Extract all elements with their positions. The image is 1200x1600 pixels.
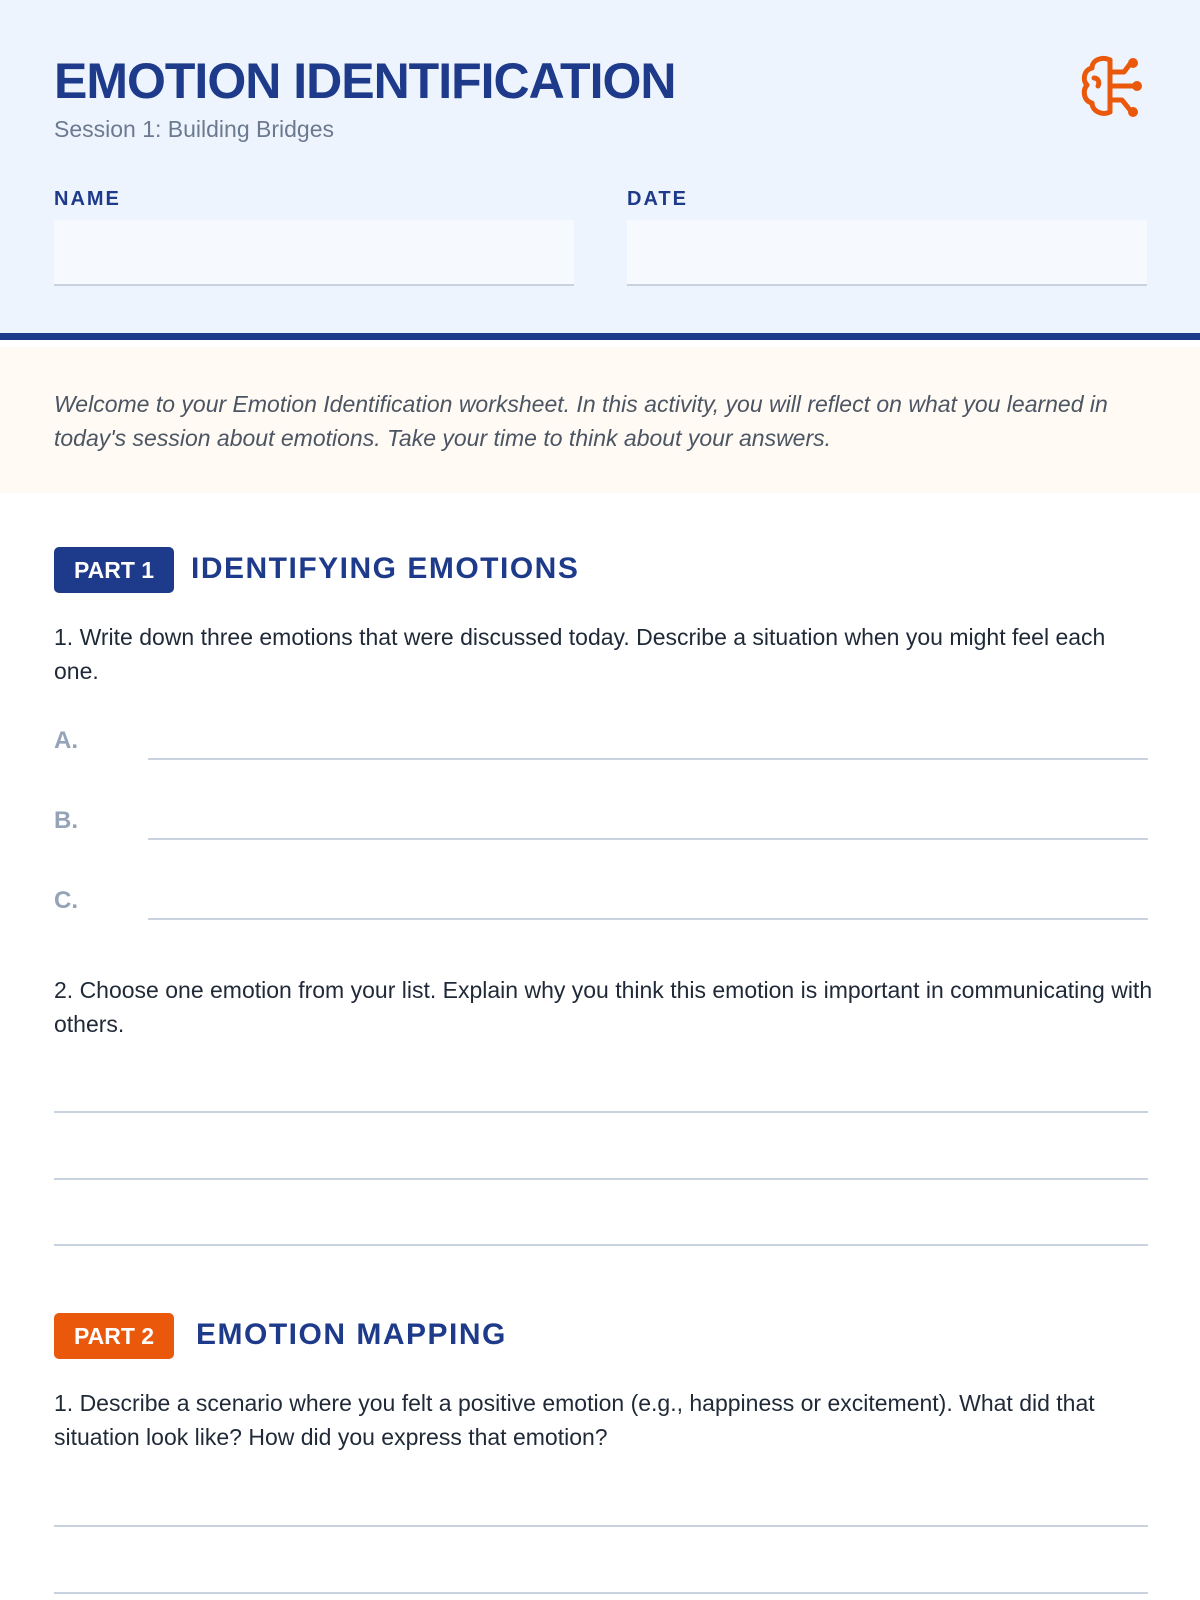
part-2-title: EMOTION MAPPING	[196, 1318, 507, 1351]
answer-line[interactable]	[54, 1592, 1148, 1594]
name-input[interactable]	[54, 220, 574, 286]
date-input[interactable]	[627, 220, 1147, 286]
part-2-badge: PART 2	[54, 1313, 174, 1359]
answer-line[interactable]	[54, 1244, 1148, 1246]
name-label: NAME	[54, 188, 121, 210]
part-1-badge: PART 1	[54, 547, 174, 593]
page-subtitle: Session 1: Building Bridges	[54, 116, 334, 142]
option-b-answer-line[interactable]	[148, 838, 1148, 840]
intro-panel	[0, 347, 1200, 493]
part-2-question-1: 1. Describe a scenario where you felt a positive emotion (e.g., happiness or excitement). What did that situation look like? How did you express that emotion?	[54, 1390, 1095, 1450]
answer-line[interactable]	[54, 1178, 1148, 1180]
option-c-label: C.	[54, 887, 78, 914]
part-1-question-2: 2. Choose one emotion from your list. Explain why you think this emotion is important in communicating with others.	[54, 977, 1153, 1037]
answer-line[interactable]	[54, 1111, 1148, 1113]
part-1-question-1: 1. Write down three emotions that were discussed today. Describe a situation when you might feel each one.	[54, 624, 1106, 684]
option-c-answer-line[interactable]	[148, 918, 1148, 920]
brain-icon	[1080, 54, 1144, 120]
intro-text: Welcome to your Emotion Identification worksheet. In this activity, you will reflect on what you learned in today's session about emotions. Take your time to think about your answers.	[54, 391, 1108, 451]
page-title: EMOTION IDENTIFICATION	[54, 53, 676, 109]
part-1-title: IDENTIFYING EMOTIONS	[191, 552, 580, 585]
answer-line[interactable]	[54, 1525, 1148, 1527]
option-a-label: A.	[54, 727, 78, 754]
date-label: DATE	[627, 188, 688, 210]
option-a-answer-line[interactable]	[148, 758, 1148, 760]
worksheet-header	[0, 0, 1200, 340]
option-b-label: B.	[54, 807, 78, 834]
